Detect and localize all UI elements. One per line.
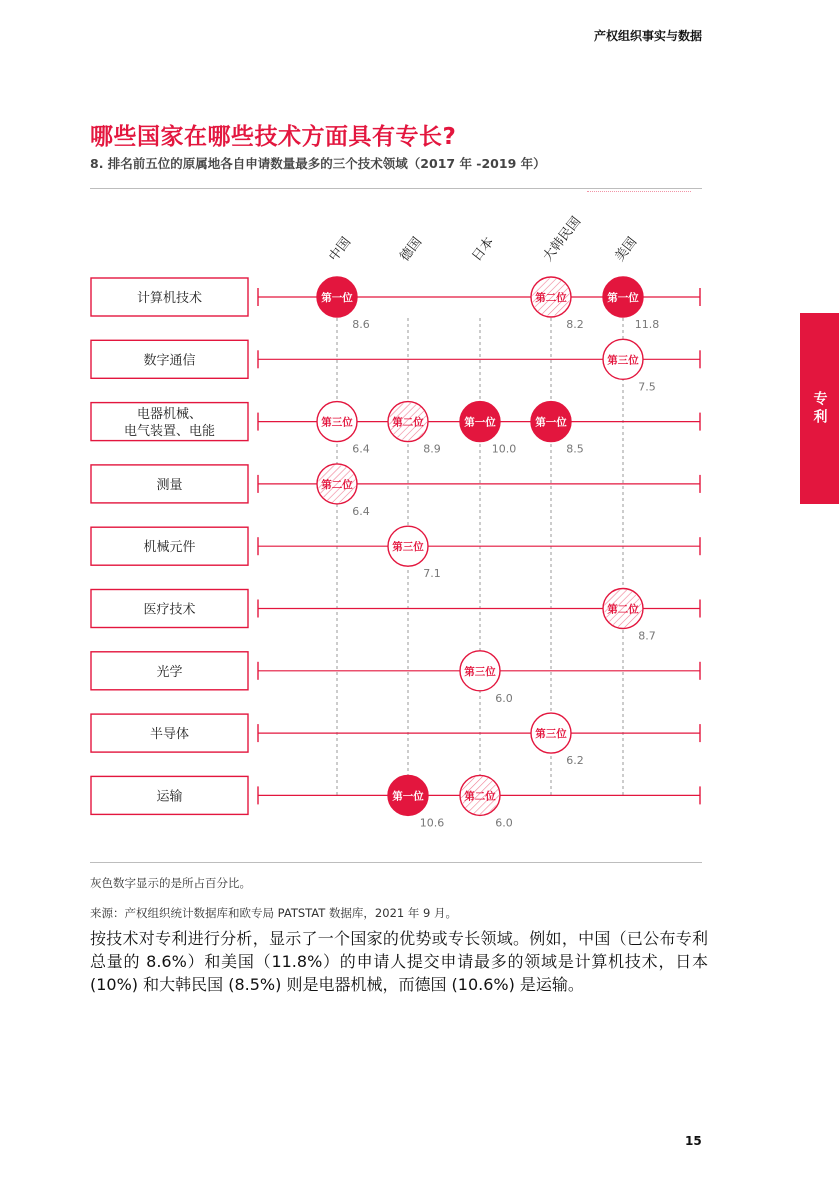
rank-label: 第一位 [535, 416, 567, 429]
field-row [91, 526, 700, 580]
country-label-1: 中国 [326, 234, 355, 265]
rank-label: 第三位 [321, 416, 353, 429]
field-label: 半导体 [149, 727, 190, 743]
field-row [91, 651, 700, 705]
body-paragraph: 按技术对专利进行分析，显示了一个国家的优势或专长领域。例如，中国（已公布专利总量的 8.6%）和美国（11.8%）的申请人提交申请最多的领域是计算机技术，日本 (10%) 和大韩民国 (8.5%) 则是电器机械，而德国 (10.6%) 是运输。 [90, 929, 708, 994]
figure-caption: 8. 排名前五位的原属地各自申请数量最多的三个技术领域（2017 年 -2019 年） [90, 156, 546, 171]
share-value: 6.4 [352, 442, 370, 456]
field-row [91, 464, 700, 518]
page-title: 哪些国家在哪些技术方面具有专长? [90, 124, 457, 150]
rank-label: 第一位 [392, 790, 424, 803]
field-label: 光学 [156, 664, 183, 680]
share-value: 8.5 [566, 442, 584, 456]
field-label: 数字通信 [143, 353, 196, 369]
rank-label: 第一位 [464, 416, 496, 429]
rank-label: 第三位 [392, 541, 424, 554]
rank-label: 第二位 [321, 478, 353, 491]
share-value: 8.7 [638, 629, 656, 643]
rank-label: 第三位 [535, 728, 567, 741]
share-value: 8.9 [423, 442, 441, 456]
share-value: 8.2 [566, 318, 584, 331]
side-tab-label: 专利 [811, 390, 828, 427]
source-note: 来源：产权组织统计数据库和欧专局 PATSTAT 数据库，2021 年 9 月。 [90, 906, 457, 920]
share-value: 10.0 [491, 442, 517, 456]
share-value: 7.1 [423, 567, 441, 581]
share-value: 6.4 [352, 504, 370, 518]
share-value: 8.6 [352, 318, 370, 331]
rank-label: 第三位 [607, 354, 639, 367]
field-row [91, 402, 700, 456]
field-label: 运输 [156, 789, 183, 805]
bottom-divider [90, 862, 702, 863]
rank-label: 第二位 [607, 603, 639, 616]
share-value: 7.5 [638, 380, 656, 394]
country-label-5: 美国 [612, 234, 641, 265]
rank-label: 第一位 [607, 292, 639, 304]
field-row [91, 589, 700, 643]
share-value: 11.8 [634, 318, 660, 331]
field-label: 计算机技术 [136, 291, 203, 306]
field-label: 机械元件 [143, 540, 196, 556]
country-label-3: 日本 [469, 234, 498, 265]
rank-label: 第一位 [321, 292, 353, 304]
page-number: 15 [685, 1134, 702, 1148]
field-row [91, 775, 700, 829]
country-label-2: 德国 [397, 234, 426, 265]
rank-label: 第二位 [464, 790, 496, 803]
chart-note: 灰色数字显示的是所占百分比。 [90, 876, 251, 890]
rank-label: 第二位 [392, 416, 424, 429]
share-value: 10.6 [419, 816, 445, 830]
rank-label: 第二位 [535, 292, 567, 304]
field-label: 电器机械、电气装置、电能 [123, 407, 216, 440]
field-row [91, 277, 700, 331]
rank-label: 第三位 [464, 665, 496, 678]
field-row [91, 713, 700, 767]
share-value: 6.0 [495, 691, 513, 705]
share-value: 6.0 [495, 816, 513, 830]
field-label: 测量 [156, 477, 183, 493]
running-header: 产权组织事实与数据 [593, 29, 702, 43]
country-label-4: 大韩民国 [540, 214, 585, 265]
field-row [91, 339, 700, 393]
share-value: 6.2 [566, 754, 584, 768]
field-label: 医疗技术 [143, 602, 196, 618]
